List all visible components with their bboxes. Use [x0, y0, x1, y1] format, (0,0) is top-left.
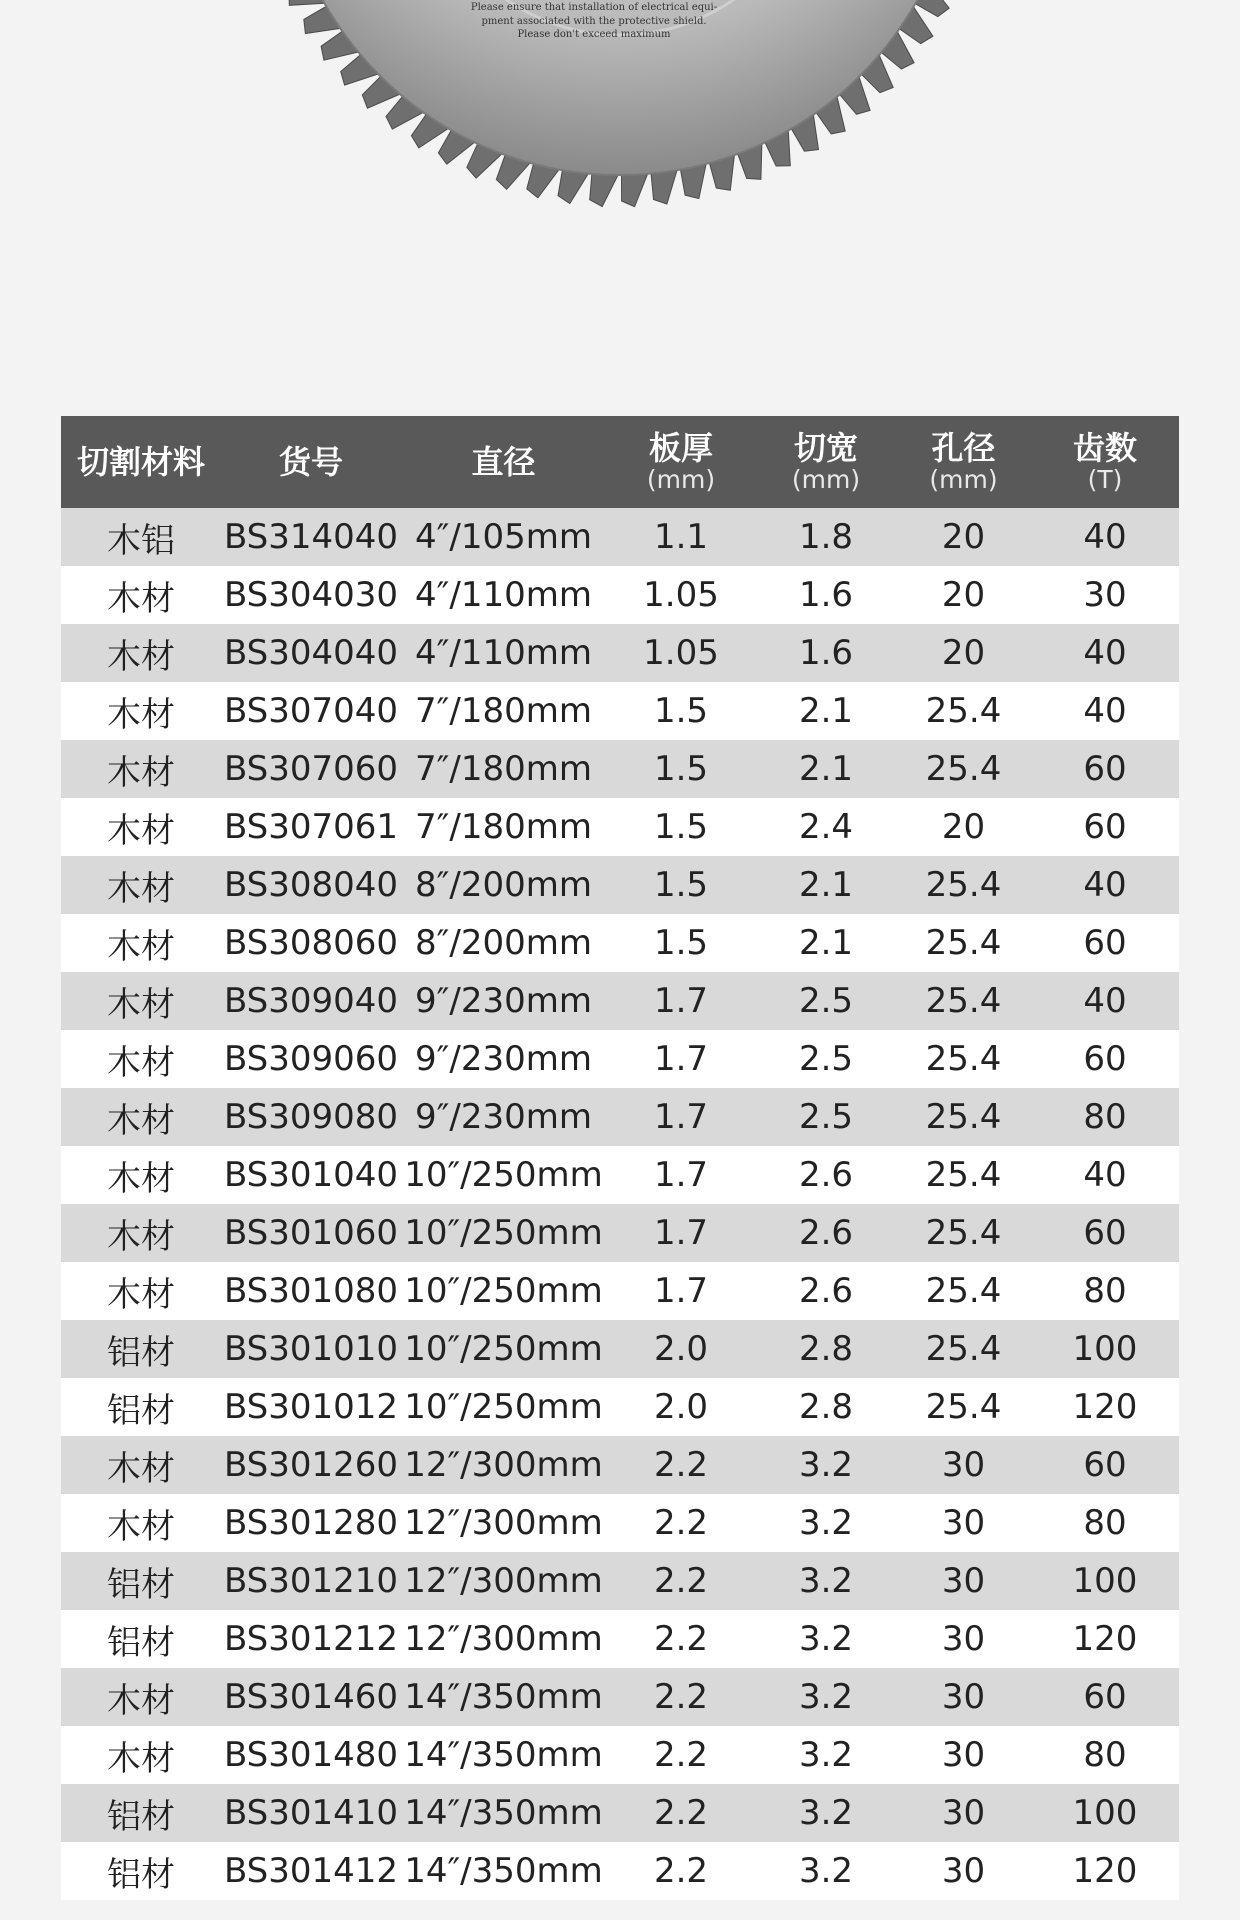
table-cell: 铝材 — [107, 1622, 175, 1663]
table-cell: 3.2 — [798, 1561, 854, 1601]
table-cell: 木材 — [107, 1274, 175, 1315]
table-cell: 1.5 — [653, 807, 709, 847]
table-cell: 3.2 — [798, 1445, 854, 1485]
table-cell: 40 — [1083, 691, 1127, 731]
table-cell: 20 — [941, 517, 986, 557]
table-cell: 25.4 — [925, 691, 1002, 731]
table-cell: 80 — [1083, 1097, 1127, 1137]
table-cell: 10″/250mm — [404, 1213, 603, 1253]
table-cell: 8″/200mm — [415, 923, 592, 963]
table-row — [61, 508, 1179, 566]
table-cell: 25.4 — [925, 865, 1002, 905]
header-unit: (T) — [1087, 465, 1123, 494]
table-cell: 2.4 — [798, 807, 854, 847]
header-label: 切割材料 — [76, 443, 205, 481]
table-cell: 25.4 — [925, 1213, 1002, 1253]
table-cell: 2.6 — [798, 1213, 854, 1253]
table-cell: 60 — [1083, 749, 1127, 789]
table-cell: 120 — [1072, 1387, 1138, 1427]
table-cell: BS301012 — [223, 1387, 399, 1427]
table-cell: 30 — [941, 1619, 986, 1659]
table-cell: 30 — [941, 1561, 986, 1601]
table-cell: 木材 — [107, 1042, 175, 1083]
table-cell: 2.5 — [798, 981, 854, 1021]
table-cell: 3.2 — [798, 1735, 854, 1775]
table-row — [61, 1146, 1179, 1204]
table-row — [61, 798, 1179, 856]
header-cell — [61, 416, 221, 508]
table-cell: 1.05 — [643, 575, 719, 615]
table-cell: 12″/300mm — [404, 1619, 603, 1659]
table-row — [61, 972, 1179, 1030]
table-cell: 2.1 — [798, 691, 854, 731]
table-cell: 木材 — [107, 926, 175, 967]
table-row — [61, 1088, 1179, 1146]
table-row — [61, 1610, 1179, 1668]
table-cell: 2.2 — [653, 1619, 709, 1659]
table-cell: 30 — [941, 1677, 986, 1717]
table-cell: 120 — [1072, 1619, 1138, 1659]
table-cell: 木材 — [107, 1738, 175, 1779]
table-cell: 25.4 — [925, 1387, 1002, 1427]
table-cell: BS307061 — [223, 807, 399, 847]
header-cell — [606, 416, 756, 508]
table-cell: 80 — [1083, 1503, 1127, 1543]
table-row — [61, 1436, 1179, 1494]
table-cell: 1.7 — [653, 1155, 709, 1195]
table-cell: 1.7 — [653, 981, 709, 1021]
header-unit: (mm) — [646, 465, 716, 494]
table-cell: 2.2 — [653, 1677, 709, 1717]
table-cell: 80 — [1083, 1271, 1127, 1311]
table-cell: 4″/110mm — [415, 575, 592, 615]
table-cell: 2.5 — [798, 1097, 854, 1137]
header-label: 货号 — [278, 443, 343, 481]
table-cell: 2.6 — [798, 1155, 854, 1195]
table-row — [61, 1494, 1179, 1552]
table-cell: 40 — [1083, 517, 1127, 557]
table-cell: 2.0 — [653, 1387, 709, 1427]
table-row — [61, 682, 1179, 740]
table-cell: 30 — [941, 1793, 986, 1833]
table-cell: 1.7 — [653, 1271, 709, 1311]
table-cell: 铝材 — [107, 1854, 175, 1895]
table-cell: BS301460 — [223, 1677, 399, 1717]
table-row — [61, 1784, 1179, 1842]
table-cell: 80 — [1083, 1735, 1127, 1775]
table-cell: 木材 — [107, 1448, 175, 1489]
table-cell: 40 — [1083, 981, 1127, 1021]
table-cell: 2.2 — [653, 1735, 709, 1775]
table-cell: 25.4 — [925, 923, 1002, 963]
table-cell: 12″/300mm — [404, 1445, 603, 1485]
table-cell: 1.6 — [798, 575, 854, 615]
table-cell: 铝材 — [107, 1796, 175, 1837]
table-row — [61, 1378, 1179, 1436]
table-cell: 2.2 — [653, 1445, 709, 1485]
table-cell: 2.5 — [798, 1039, 854, 1079]
table-cell: 40 — [1083, 633, 1127, 673]
table-cell: 1.7 — [653, 1213, 709, 1253]
table-cell: 3.2 — [798, 1503, 854, 1543]
table-cell: 8″/200mm — [415, 865, 592, 905]
table-cell: 25.4 — [925, 749, 1002, 789]
table-cell: 4″/110mm — [415, 633, 592, 673]
table-cell: BS301010 — [223, 1329, 399, 1369]
table-cell: BS301060 — [223, 1213, 399, 1253]
table-cell: 1.5 — [653, 923, 709, 963]
table-cell: 14″/350mm — [404, 1677, 603, 1717]
table-cell: BS301080 — [223, 1271, 399, 1311]
table-cell: 30 — [941, 1503, 986, 1543]
table-cell: 7″/180mm — [415, 749, 592, 789]
table-cell: 木材 — [107, 984, 175, 1025]
table-cell: 3.2 — [798, 1793, 854, 1833]
table-cell: 4″/105mm — [415, 517, 592, 557]
table-cell: BS301040 — [223, 1155, 399, 1195]
table-cell: 木材 — [107, 1216, 175, 1257]
table-row — [61, 566, 1179, 624]
table-cell: 木材 — [107, 1100, 175, 1141]
table-cell: 1.05 — [643, 633, 719, 673]
table-cell: 木材 — [107, 1680, 175, 1721]
table-row — [61, 1842, 1179, 1900]
table-cell: 60 — [1083, 807, 1127, 847]
table-row — [61, 1552, 1179, 1610]
saw-blade-icon — [0, 0, 1240, 400]
table-row — [61, 1668, 1179, 1726]
table-cell: 1.5 — [653, 749, 709, 789]
table-cell: BS304030 — [223, 575, 399, 615]
table-cell: 100 — [1072, 1793, 1138, 1833]
table-cell: 2.8 — [798, 1387, 854, 1427]
table-cell: 2.0 — [653, 1329, 709, 1369]
table-cell: 7″/180mm — [415, 691, 592, 731]
header-cell — [756, 416, 896, 508]
header-label: 齿数 — [1072, 429, 1137, 467]
table-cell: 60 — [1083, 1039, 1127, 1079]
table-body — [61, 508, 1179, 1900]
table-cell: 9″/230mm — [415, 1039, 592, 1079]
table-cell: 10″/250mm — [404, 1387, 603, 1427]
table-row — [61, 856, 1179, 914]
table-cell: 2.1 — [798, 923, 854, 963]
table-cell: 木材 — [107, 752, 175, 793]
table-cell: 铝材 — [107, 1332, 175, 1373]
table-cell: BS301410 — [223, 1793, 399, 1833]
table-cell: 2.6 — [798, 1271, 854, 1311]
header-label: 孔径 — [931, 429, 996, 467]
table-cell: BS301260 — [223, 1445, 399, 1485]
table-cell: 120 — [1072, 1851, 1138, 1891]
table-cell: 2.2 — [653, 1561, 709, 1601]
table-cell: BS301280 — [223, 1503, 399, 1543]
table-cell: 12″/300mm — [404, 1503, 603, 1543]
table-cell: 60 — [1083, 1213, 1127, 1253]
table-cell: 2.1 — [798, 865, 854, 905]
table-cell: BS307040 — [223, 691, 399, 731]
table-cell: 30 — [941, 1851, 986, 1891]
table-cell: 1.7 — [653, 1039, 709, 1079]
table-cell: 木材 — [107, 694, 175, 735]
table-cell: 12″/300mm — [404, 1561, 603, 1601]
table-cell: 14″/350mm — [404, 1851, 603, 1891]
header-cell — [1031, 416, 1179, 508]
header-label: 切宽 — [793, 429, 858, 467]
table-cell: BS309080 — [223, 1097, 399, 1137]
blade-label-line-3: Please don't exceed maximum — [517, 29, 671, 40]
table-cell: 1.7 — [653, 1097, 709, 1137]
table-cell: BS309060 — [223, 1039, 399, 1079]
table-cell: 1.5 — [653, 691, 709, 731]
header-label: 板厚 — [648, 429, 713, 467]
table-cell: 1.1 — [653, 517, 709, 557]
table-cell: 25.4 — [925, 1329, 1002, 1369]
table-cell: 30 — [1083, 575, 1127, 615]
header-label: 直径 — [471, 443, 536, 481]
table-cell: 铝材 — [107, 1390, 175, 1431]
table-cell: 25.4 — [925, 1271, 1002, 1311]
table-cell: BS301480 — [223, 1735, 399, 1775]
table-cell: 2.8 — [798, 1329, 854, 1369]
header-cell — [401, 416, 606, 508]
table-cell: 25.4 — [925, 981, 1002, 1021]
table-cell: BS314040 — [223, 517, 399, 557]
table-cell: 木铝 — [107, 520, 175, 561]
table-header-row — [61, 416, 1179, 508]
table-cell: 1.6 — [798, 633, 854, 673]
table-cell: BS301412 — [223, 1851, 399, 1891]
table-cell: 2.2 — [653, 1793, 709, 1833]
table-row — [61, 1204, 1179, 1262]
table-cell: 60 — [1083, 1445, 1127, 1485]
table-cell: 25.4 — [925, 1097, 1002, 1137]
table-row — [61, 1320, 1179, 1378]
table-cell: 3.2 — [798, 1851, 854, 1891]
table-cell: 60 — [1083, 1677, 1127, 1717]
table-cell: 木材 — [107, 636, 175, 677]
table-row — [61, 1030, 1179, 1088]
table-cell: 9″/230mm — [415, 981, 592, 1021]
table-cell: 铝材 — [107, 1564, 175, 1605]
table-cell: 14″/350mm — [404, 1735, 603, 1775]
table-cell: 20 — [941, 575, 986, 615]
table-cell: 25.4 — [925, 1155, 1002, 1195]
saw-blade-image — [0, 0, 1240, 400]
spec-table — [61, 416, 1179, 1900]
table-cell: 14″/350mm — [404, 1793, 603, 1833]
table-cell: BS304040 — [223, 633, 399, 673]
table-cell: 2.2 — [653, 1503, 709, 1543]
table-row — [61, 1262, 1179, 1320]
table-cell: 100 — [1072, 1329, 1138, 1369]
table-cell: 木材 — [107, 578, 175, 619]
table-row — [61, 914, 1179, 972]
blade-label-line-2: pment associated with the protective shield. — [481, 16, 707, 27]
table-row — [61, 740, 1179, 798]
table-cell: 40 — [1083, 1155, 1127, 1195]
table-cell: BS301210 — [223, 1561, 399, 1601]
header-unit: (mm) — [791, 465, 861, 494]
table-cell: 25.4 — [925, 1039, 1002, 1079]
table-cell: 3.2 — [798, 1619, 854, 1659]
table-cell: 40 — [1083, 865, 1127, 905]
table-cell: 30 — [941, 1445, 986, 1485]
table-cell: 10″/250mm — [404, 1155, 603, 1195]
table-cell: 60 — [1083, 923, 1127, 963]
table-cell: 3.2 — [798, 1677, 854, 1717]
table-cell: 1.8 — [798, 517, 854, 557]
table-cell: 木材 — [107, 868, 175, 909]
table-cell: 20 — [941, 807, 986, 847]
table-cell: BS309040 — [223, 981, 399, 1021]
table-cell: 9″/230mm — [415, 1097, 592, 1137]
table-cell: 10″/250mm — [404, 1329, 603, 1369]
table-cell: 木材 — [107, 1506, 175, 1547]
table-cell: BS308060 — [223, 923, 399, 963]
table-cell: 7″/180mm — [415, 807, 592, 847]
header-cell — [896, 416, 1031, 508]
table-cell: BS308040 — [223, 865, 399, 905]
table-cell: 2.1 — [798, 749, 854, 789]
table-cell: 1.5 — [653, 865, 709, 905]
table-row — [61, 1726, 1179, 1784]
table-cell: BS301212 — [223, 1619, 399, 1659]
table-cell: 20 — [941, 633, 986, 673]
blade-label-line-1: Please ensure that installation of electrical equi- — [470, 2, 718, 13]
table-cell: 木材 — [107, 1158, 175, 1199]
table-cell: 木材 — [107, 810, 175, 851]
header-unit: (mm) — [929, 465, 998, 494]
header-cell — [221, 416, 401, 508]
table-cell: BS307060 — [223, 749, 399, 789]
table-cell: 100 — [1072, 1561, 1138, 1601]
table-cell: 2.2 — [653, 1851, 709, 1891]
table-row — [61, 624, 1179, 682]
table-cell: 10″/250mm — [404, 1271, 603, 1311]
table-cell: 30 — [941, 1735, 986, 1775]
